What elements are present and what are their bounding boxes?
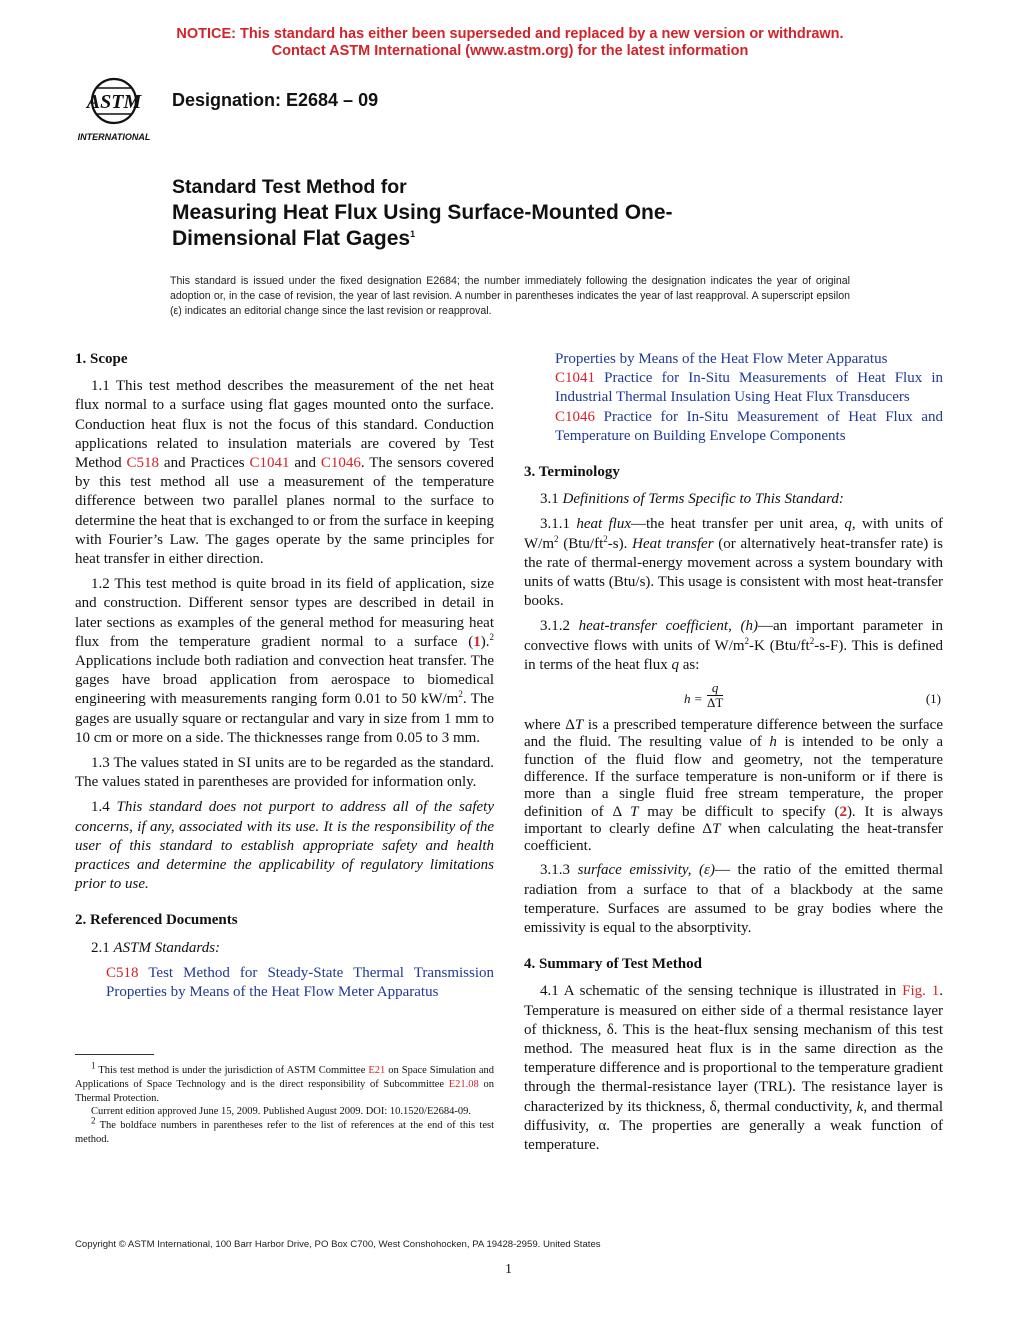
- equation-fraction: $\frac{q}{\Delta T}$: [707, 680, 724, 711]
- terminology-where: where ΔT is a prescribed temperature difference between the surface and the fluid. The resulting value of h is intended to be only a function of the fluid flow and geometry, not the temperature difference. If the surface temperature is non-uniform or if there is more than a single fluid free stream temperature, the proper definition of Δ T may be difficult to specify (2). It is always important to clearly define ΔT when calculating the heat-transfer coefficient.: [524, 717, 944, 855]
- ref-code-c1046[interactable]: C1046: [555, 408, 596, 425]
- summary-heading: 4. Summary of Test Method: [524, 956, 702, 973]
- summary-4-1: 4.1 A schematic of the sensing technique is illustrated in Fig. 1. Temperature is measured on either side of a thermal resistance layer of thickness, δ. This is the heat-flux sensing mechanism of this test method. The measured heat flux is in the same direction as the temperature difference and is proportional to the temperature gradient through the thermal-resistance layer (TRL). The resistance layer is characterized by its thickness, δ, thermal conductivity, k, and thermal diffusivity, α. The properties are generally a weak function of temperature.: [524, 983, 943, 1154]
- link-e21[interactable]: E21: [368, 1065, 386, 1076]
- page-number: 1: [505, 1262, 512, 1277]
- link-c1046[interactable]: C1046: [320, 455, 361, 472]
- designation: Designation: E2684 – 09: [172, 90, 379, 110]
- reference-item[interactable]: C1046 Practice for In-Situ Measurement of Heat Flux and Temperature on Building Envelope Components: [555, 408, 943, 444]
- scope-1-4: 1.4 This standard does not purport to address all of the safety concerns, if any, associated with its use. It is the responsibility of the user of this standard to establish appropriate safety and health practices and determine the applicability of regulatory limitations prior to use.: [75, 799, 495, 893]
- astm-logo: [66, 74, 162, 144]
- scope-1-3: 1.3 The values stated in SI units are to be regarded as the standard. The values stated in parentheses are provided for information only.: [75, 755, 494, 791]
- reference-item-continued[interactable]: Properties by Means of the Heat Flow Meter Apparatus: [555, 351, 888, 367]
- link-c518[interactable]: C518: [126, 455, 160, 472]
- reference-item[interactable]: C518 Test Method for Steady-State Thermal Transmission Properties by Means of the Heat Flow Meter Apparatus: [106, 964, 494, 1001]
- title-line-1: Standard Test Method for: [172, 176, 407, 198]
- title-line-2: Measuring Heat Flux Using Surface-Mounted One-: [172, 201, 673, 224]
- terminology-3-1-1: 3.1.1 heat flux—the heat transfer per unit area, q, with units of $W/m^2$ $(Btu/ft^2-s)$. Heat transfer (or alternatively heat-transfer rate) is the rate of thermal-energy movement across a system boundary with units of watts (Btu/s). This usage is consistent with most heat-transfer books.: [524, 516, 944, 610]
- footnote-mark-2[interactable]: 2: [489, 631, 494, 642]
- scope-1-2: 1.2 This test method is quite broad in its field of application, size and construction. Different sensor types are described in detail in later sections as examples of the general method for measuring heat flux from the temperature gradient normal to a surface (1).$^2$ Applications include both radiation and convection heat transfer. The gages have broad application from aerospace to biomedical engineering with measurements ranging form 0.01 to 50 $kW/m^2$. The gages are usually square or rectangular and vary in size from 1 mm to 10 cm or more on a side. The thicknesses range from 0.05 to 3 mm.: [75, 576, 494, 746]
- ref-link-1[interactable]: 1: [473, 633, 481, 650]
- referenced-2-1: 2.1 ASTM Standards:: [91, 939, 221, 956]
- svg-text:ASTM: ASTM: [86, 91, 142, 113]
- issuance-note: This standard is issued under the fixed designation E2684; the number immediately following the designation indicates the year of original adoption or, in the case of revision, the year of last revision. A number in parentheses indicates the year of last reapproval. A superscript epsilon (ε) indicates an editorial change since the last revision or reapproval.: [170, 275, 850, 317]
- ref-code-c518[interactable]: C518: [106, 964, 139, 981]
- ref-link-2[interactable]: 2: [839, 803, 847, 820]
- equation-1: [524, 681, 943, 715]
- notice-line-1: NOTICE: This standard has either been superseded and replaced by a new version or withdrawn.: [176, 26, 844, 42]
- scope-1-1: 1.1 This test method describes the measurement of the net heat flux normal to a surface using flat gages mounted onto the surface. Conduction heat flux is not the focus of this standard. Conduction applications related to insulation materials are covered by Test Method C518 and Practices C1041 and C1046. The sensors covered by this test method all use a measurement of the temperature difference between two parallel planes normal to the surface to determine the heat that is exchanged to or from the surface in keeping with Fourier’s Law. The gages operate by the same principles for heat transfer in either direction.: [75, 378, 495, 568]
- title-line-3: Dimensional Flat Gages$^1$: [172, 227, 416, 250]
- footnotes: [75, 1060, 495, 1147]
- withdrawal-notice: [0, 26, 1020, 60]
- footnote-2: $^2$ The boldface numbers in parentheses refer to the list of references at the end of this test method.: [75, 1115, 494, 1145]
- terminology-3-1-3: 3.1.3 surface emissivity, (ε)— the ratio of the emitted thermal radiation from a surface to that of a blackbody at the same temperature. Surfaces are assumed to be gray bodies where the emissivity is equal to the absorptivity.: [524, 862, 943, 937]
- terminology-3-1-2: 3.1.2 heat-transfer coefficient, (h)—an important parameter in convective flows with units of $W/m^2-K$ $(Btu/ft^2-s-F)$. This is defined in terms of the heat flux q as:: [524, 618, 944, 673]
- footnote-1-edition: Current edition approved June 15, 2009. Published August 2009. DOI: 10.1520/E2684-09.: [91, 1106, 472, 1118]
- title-footnote-mark[interactable]: 1: [410, 229, 416, 239]
- referenced-documents-heading: 2. Referenced Documents: [75, 912, 238, 929]
- link-c1041[interactable]: C1041: [249, 455, 290, 472]
- terminology-3-1: 3.1 Definitions of Terms Specific to This Standard:: [540, 491, 844, 508]
- astm-logo-icon: [66, 74, 162, 144]
- reference-item[interactable]: C1041 Practice for In-Situ Measurements of Heat Flux in Industrial Thermal Insulation Using Heat Flux Transducers: [555, 370, 943, 406]
- equation-number: (1): [925, 691, 941, 707]
- scope-heading: 1. Scope: [75, 351, 128, 367]
- left-column: [75, 350, 494, 1002]
- figure-1-link[interactable]: Fig. 1: [902, 983, 940, 1000]
- document-title: [172, 174, 812, 252]
- terminology-heading: 3. Terminology: [524, 464, 620, 481]
- svg-text:INTERNATIONAL: INTERNATIONAL: [77, 132, 151, 142]
- right-column: [524, 350, 943, 1161]
- copyright: Copyright © ASTM International, 100 Barr Harbor Drive, PO Box C700, West Conshohocken, PA 19428-2959. United States: [75, 1239, 601, 1250]
- footnote-1: $^1$ This test method is under the jurisdiction of ASTM Committee E21 on Space Simulation and Applications of Space Technology and is the direct responsibility of Subcommittee E21.08 on Thermal Protection.: [75, 1060, 495, 1104]
- footnote-divider: [75, 1054, 154, 1055]
- equation-lhs: h =: [684, 691, 703, 707]
- notice-line-2[interactable]: Contact ASTM International (www.astm.org) for the latest information: [271, 43, 749, 59]
- link-e21-08[interactable]: E21.08: [448, 1078, 479, 1090]
- ref-code-c1041[interactable]: C1041: [555, 370, 596, 387]
